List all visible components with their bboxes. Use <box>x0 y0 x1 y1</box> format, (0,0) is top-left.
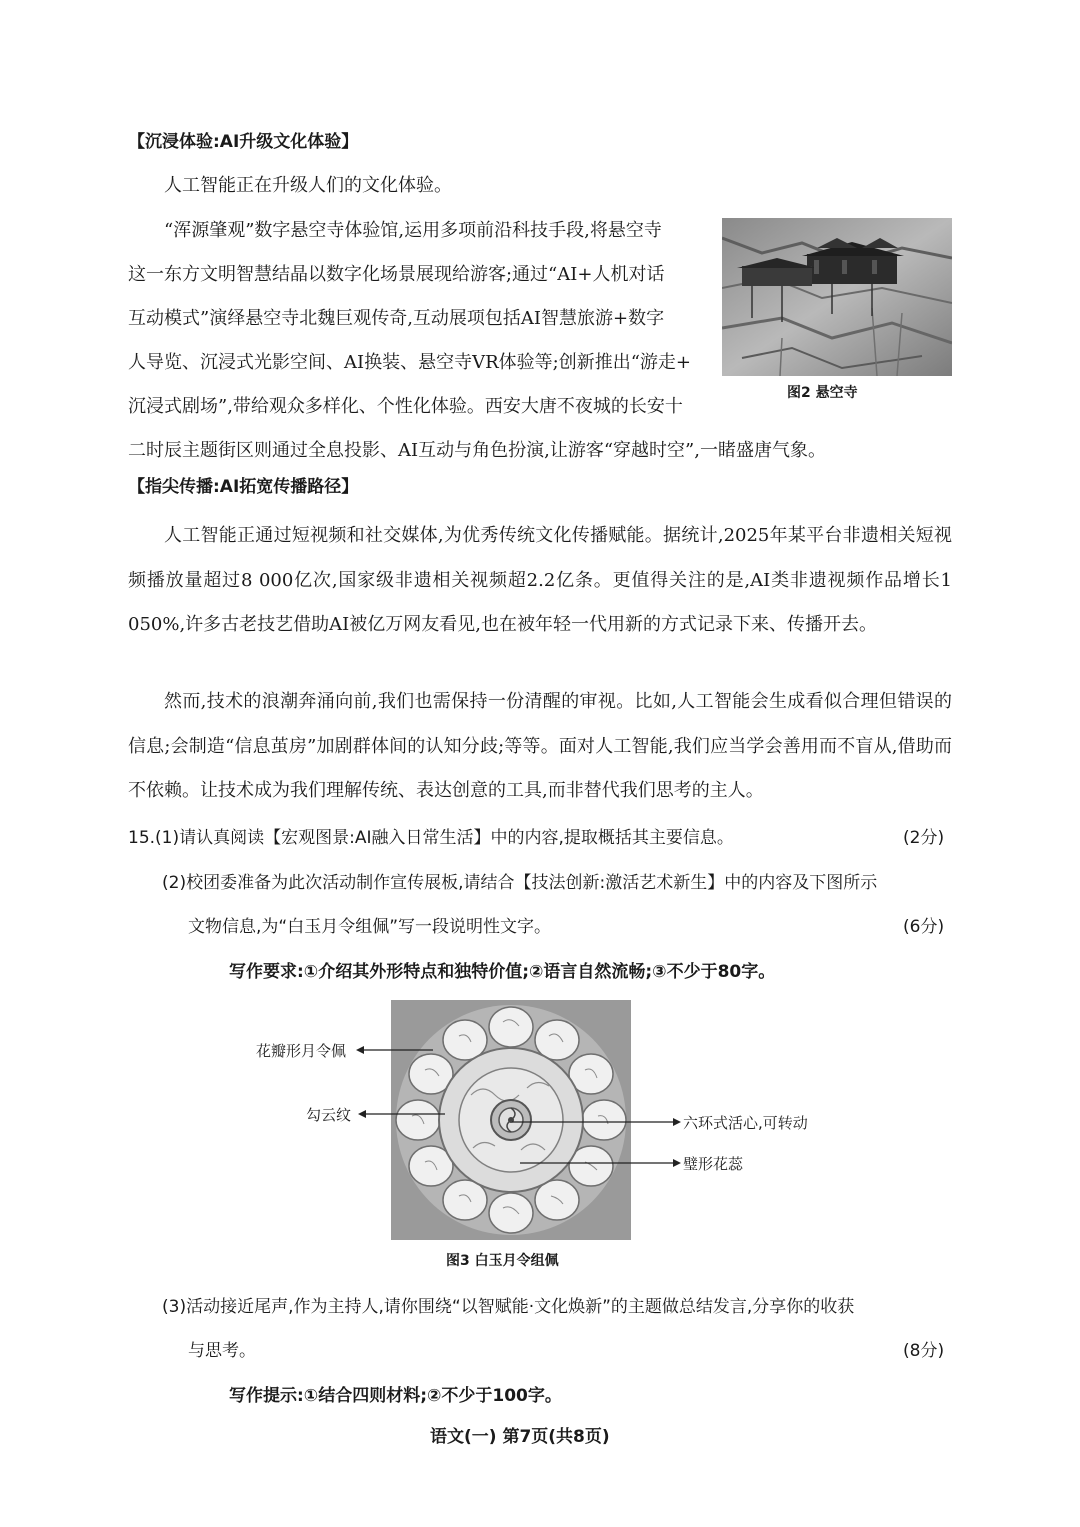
page-footer: 语文(一) 第7页(共8页) <box>430 1427 610 1447</box>
section1-line-3: 互动模式”演绎悬空寺北魏巨观传奇,互动展项包括AI智慧旅游+数字 <box>128 308 665 329</box>
question-15-2-score: (6分) <box>903 917 945 937</box>
question-15-3-line-2: 与思考。 <box>188 1341 256 1361</box>
section1-line-1: “浑源肇观”数字悬空寺体验馆,运用多项前沿科技手段,将悬空寺 <box>164 220 662 241</box>
question-15-3-hint: 写作提示:①结合四则材料;②不少于100字。 <box>229 1386 562 1406</box>
arrow-cloud-icon <box>357 1107 447 1121</box>
question-15-1-score: (2分) <box>903 828 945 848</box>
section1-intro: 人工智能正在升级人们的文化体验。 <box>164 175 452 196</box>
section1-line-5: 沉浸式剧场”,带给观众多样化、个性化体验。西安大唐不夜城的长安十 <box>128 396 683 417</box>
label-cloud-pattern: 勾云纹 <box>306 1106 352 1124</box>
arrow-center-icon <box>512 1115 682 1129</box>
question-15-3-line-1: (3)活动接近尾声,作为主持人,请你围绕“以智赋能·文化焕新”的主题做总结发言,分享你的收获 <box>162 1297 855 1317</box>
arrow-petal-icon <box>355 1043 435 1057</box>
section1-line-4: 人导览、沉浸式光影空间、AI换装、悬空寺VR体验等;创新推出“游走+ <box>128 352 692 373</box>
question-15-2-requirements: 写作要求:①介绍其外形特点和独特价值;②语言自然流畅;③不少于80字。 <box>229 962 776 982</box>
question-15-2-line-2: 文物信息,为“白玉月令组佩”写一段说明性文字。 <box>188 917 552 937</box>
question-15-1: 15.(1)请认真阅读【宏观图景:AI融入日常生活】中的内容,提取概括其主要信息。 <box>128 828 734 848</box>
hanging-temple-photo <box>722 218 952 376</box>
label-petal-pendant: 花瓣形月令佩 <box>256 1042 347 1060</box>
section-heading-spread: 【指尖传播:AI拓宽传播路径】 <box>128 477 359 497</box>
arrow-stamen-icon <box>520 1156 682 1170</box>
section1-line-2: 这一东方文明智慧结晶以数字化场景展现给游客;通过“AI+人机对话 <box>128 264 665 285</box>
question-15-2-line-1: (2)校团委准备为此次活动制作宣传展板,请结合【技法创新:激活艺术新生】中的内容及下图所示 <box>162 873 878 893</box>
figure3-caption: 图3 白玉月令组佩 <box>446 1253 559 1269</box>
section2-paragraph-1: 人工智能正通过短视频和社交媒体,为优秀传统文化传播赋能。据统计,2025年某平台非遗相关短视频播放量超过8 000亿次,国家级非遗相关视频超2.2亿条。更值得关注的是,AI类非遗视频作品增长1 050%,许多古老技艺借助AI被亿万网友看见,也在被年轻一代用新的方式记录下来、传播开去。 <box>128 525 952 635</box>
section1-line-6: 二时辰主题街区则通过全息投影、AI互动与角色扮演,让游客“穿越时空”,一睹盛唐气象。 <box>128 440 826 461</box>
section2-paragraph-2: 然而,技术的浪潮奔涌向前,我们也需保持一份清醒的审视。比如,人工智能会生成看似合理但错误的信息;会制造“信息茧房”加剧群体间的认知分歧;等等。面对人工智能,我们应当学会善用而不盲从,借助而不依赖。让技术成为我们理解传统、表达创意的工具,而非替代我们思考的主人。 <box>128 691 952 801</box>
section-heading-immersive: 【沉浸体验:AI升级文化体验】 <box>128 132 359 152</box>
question-15-3-score: (8分) <box>903 1341 945 1361</box>
label-bi-shaped-stamen: 璧形花蕊 <box>683 1155 744 1173</box>
label-rotating-center: 六环式活心,可转动 <box>683 1114 808 1132</box>
figure2-caption: 图2 悬空寺 <box>787 385 858 401</box>
